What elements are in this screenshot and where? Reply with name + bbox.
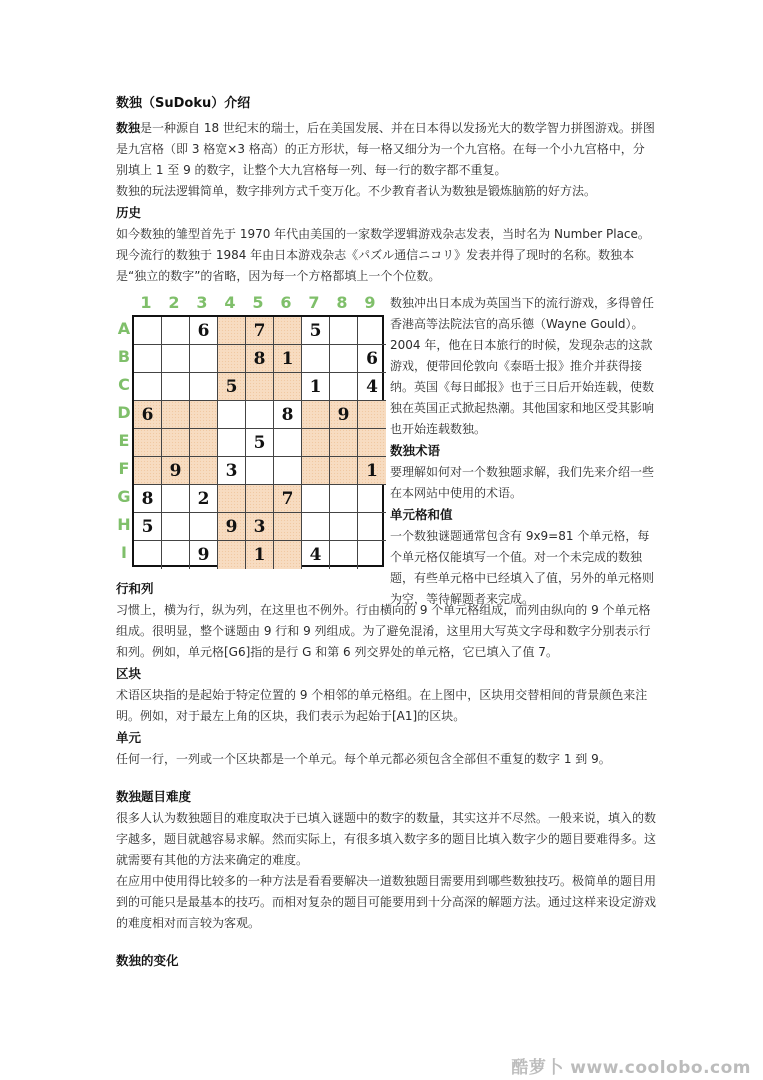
sudoku-cell-G4 (218, 485, 246, 513)
sudoku-cell-G9 (358, 485, 386, 513)
sudoku-cell-I9 (358, 541, 386, 569)
sudoku-cell-B1 (134, 345, 162, 373)
sudoku-cell-H5: 3 (246, 513, 274, 541)
terms-heading: 数独术语 (390, 443, 441, 458)
sudoku-grid (132, 315, 384, 567)
column-label-1: 1 (140, 293, 152, 312)
side-column (390, 293, 658, 610)
column-labels (132, 293, 384, 315)
row-labels (116, 315, 132, 567)
sudoku-cell-C8 (330, 373, 358, 401)
sudoku-cell-G7 (302, 485, 330, 513)
history-paragraph: 如今数独的雏型首先于 1970 年代由美国的一家数学逻辑游戏杂志发表，当时名为 Number Place。现今流行的数独于 1984 年由日本游戏杂志《パズル通信ニコリ》发表并得了现时的名称。数独本是“独立的数字”的省略，因为每一个方格都填上一个个位数。 (116, 227, 650, 283)
row-label-C: C (118, 375, 130, 394)
cells-values-paragraph: 一个数独谜题通常包含有 9x9=81 个单元格，每个单元格仅能填写一个值。对一个未完成的数独题，有些单元格中已经填入了值，另外的单元格则为空，等待解题者来完成。 (390, 529, 655, 606)
sudoku-cell-G3: 2 (190, 485, 218, 513)
difficulty-paragraph-2: 在应用中使用得比较多的一种方法是看看要解决一道数独题目需要用到哪些数独技巧。极简单的题目用到的可能只是最基本的技巧。而相对复杂的题目可能要用到十分高深的解题方法。通过这样来设定游戏的难度相对而言较为客观。 (116, 874, 657, 930)
sudoku-cell-E2 (162, 429, 190, 457)
sudoku-cell-F7 (302, 457, 330, 485)
sudoku-cell-G1: 8 (134, 485, 162, 513)
sudoku-cell-I2 (162, 541, 190, 569)
sudoku-cell-A7: 5 (302, 317, 330, 345)
sudoku-cell-A3: 6 (190, 317, 218, 345)
units-heading: 单元 (116, 730, 142, 745)
sudoku-cell-B3 (190, 345, 218, 373)
sudoku-cell-E4 (218, 429, 246, 457)
column-label-2: 2 (168, 293, 180, 312)
row-label-D: D (117, 403, 131, 422)
intro-term: 数独 (116, 121, 141, 135)
sudoku-cell-A9 (358, 317, 386, 345)
sudoku-cell-F5 (246, 457, 274, 485)
row-label-A: A (117, 319, 131, 338)
sudoku-cell-G8 (330, 485, 358, 513)
sudoku-cell-E8 (330, 429, 358, 457)
sudoku-cell-G6: 7 (274, 485, 302, 513)
sudoku-cell-F2: 9 (162, 457, 190, 485)
sudoku-cell-H7 (302, 513, 330, 541)
sudoku-cell-D1: 6 (134, 401, 162, 429)
sudoku-cell-C3 (190, 373, 218, 401)
sudoku-cell-E3 (190, 429, 218, 457)
row-label-F: F (118, 459, 130, 478)
sudoku-cell-C1 (134, 373, 162, 401)
article (116, 92, 656, 972)
sudoku-cell-D5 (246, 401, 274, 429)
sudoku-cell-B5: 8 (246, 345, 274, 373)
column-label-5: 5 (252, 293, 264, 312)
sudoku-cell-B8 (330, 345, 358, 373)
sudoku-cell-G2 (162, 485, 190, 513)
sudoku-cell-D6: 8 (274, 401, 302, 429)
page-title: 数独（SuDoku）介绍 (116, 96, 251, 111)
sudoku-cell-C7: 1 (302, 373, 330, 401)
sudoku-cell-C6 (274, 373, 302, 401)
sudoku-cell-G5 (246, 485, 274, 513)
sudoku-cell-A6 (274, 317, 302, 345)
difficulty-heading: 数独题目难度 (116, 789, 192, 804)
blocks-heading: 区块 (116, 666, 142, 681)
sudoku-cell-F3 (190, 457, 218, 485)
sudoku-cell-H1: 5 (134, 513, 162, 541)
sudoku-cell-E6 (274, 429, 302, 457)
sudoku-cell-H9 (358, 513, 386, 541)
sudoku-cell-F9: 1 (358, 457, 386, 485)
sudoku-cell-C2 (162, 373, 190, 401)
row-label-B: B (117, 347, 131, 366)
row-label-H: H (117, 515, 131, 534)
sudoku-cell-E7 (302, 429, 330, 457)
column-label-7: 7 (308, 293, 320, 312)
sudoku-cell-D2 (162, 401, 190, 429)
sudoku-cell-I6 (274, 541, 302, 569)
history-heading: 历史 (116, 205, 142, 220)
blocks-paragraph: 术语区块指的是起始于特定位置的 9 个相邻的单元格组。在上图中，区块用交替相间的背景颜色来注明。例如，对于最左上角的区块，我们表示为起始于[A1]的区块。 (116, 688, 648, 723)
row-label-G: G (117, 487, 131, 506)
rows-cols-paragraph: 习惯上，横为行，纵为列，在这里也不例外。行由横向的 9 个单元格组成，而列由纵向的 9 个单元格组成。很明显，整个谜题由 9 行和 9 列组成。为了避免混淆，这里用大写英文字母和数字分别表示行和列。例如，单元格[G6]指的是行 G 和第 6 列交界处的单元格，它已填入了值 7。 (116, 603, 651, 659)
sudoku-cell-F4: 3 (218, 457, 246, 485)
watermark-brand: 酷萝卜 www.coolobo.com (511, 1058, 751, 1078)
sudoku-cell-H8 (330, 513, 358, 541)
sudoku-cell-H2 (162, 513, 190, 541)
sudoku-cell-C5 (246, 373, 274, 401)
sudoku-cell-A4 (218, 317, 246, 345)
sudoku-cell-A5: 7 (246, 317, 274, 345)
sudoku-cell-B6: 1 (274, 345, 302, 373)
column-label-6: 6 (280, 293, 292, 312)
sudoku-cell-F8 (330, 457, 358, 485)
cells-values-heading: 单元格和值 (390, 507, 453, 522)
row-label-I: I (121, 543, 127, 562)
sudoku-cell-I8 (330, 541, 358, 569)
sudoku-cell-D3 (190, 401, 218, 429)
sudoku-cell-E9 (358, 429, 386, 457)
intro-paragraph (116, 118, 656, 181)
terms-paragraph: 要理解如何对一个数独题求解，我们先来介绍一些在本网站中使用的术语。 (390, 465, 655, 500)
sudoku-cell-E5: 5 (246, 429, 274, 457)
sudoku-cell-A1 (134, 317, 162, 345)
sudoku-cell-I7: 4 (302, 541, 330, 569)
sudoku-cell-D7 (302, 401, 330, 429)
sudoku-cell-F1 (134, 457, 162, 485)
sudoku-cell-I1 (134, 541, 162, 569)
history-side-paragraph: 数独冲出日本成为英国当下的流行游戏，多得曾任香港高等法院法官的高乐德（Wayne Gould）。2004 年，他在日本旅行的时候，发现杂志的这款游戏，便带回伦敦向《泰晤士报》推介并获得接纳。英国《每日邮报》也于三日后开始连载，使数独在英国正式掀起热潮。其他国家和地区受其影响也开始连载数独。 (390, 296, 655, 436)
intro-text: 是一种源自 18 世纪末的瑞士，后在美国发展、并在日本得以发扬光大的数学智力拼图游戏。拼图是九宫格（即 3 格宽×3 格高）的正方形状，每一格又细分为一个九宫格。在每一个小九宫格中，分别填上 1 至 9 的数字，让整个大九宫格每一列、每一行的数字都不重复。 (116, 121, 655, 177)
sudoku-cell-A8 (330, 317, 358, 345)
sudoku-cell-B9: 6 (358, 345, 386, 373)
units-paragraph: 任何一行，一列或一个区块都是一个单元。每个单元都必须包含全部但不重复的数字 1 到 9。 (116, 752, 611, 766)
sudoku-cell-C9: 4 (358, 373, 386, 401)
sudoku-cell-I3: 9 (190, 541, 218, 569)
sudoku-cell-F6 (274, 457, 302, 485)
column-label-3: 3 (196, 293, 208, 312)
sudoku-cell-D8: 9 (330, 401, 358, 429)
sudoku-cell-D4 (218, 401, 246, 429)
sudoku-cell-B7 (302, 345, 330, 373)
column-label-4: 4 (224, 293, 236, 312)
sudoku-cell-I4 (218, 541, 246, 569)
sudoku-cell-D9 (358, 401, 386, 429)
sudoku-cell-H6 (274, 513, 302, 541)
sudoku-figure (116, 293, 384, 575)
column-label-8: 8 (336, 293, 348, 312)
variations-heading: 数独的变化 (116, 953, 179, 968)
sudoku-cell-A2 (162, 317, 190, 345)
intro-paragraph-2: 数独的玩法逻辑简单，数字排列方式千变万化。不少教育者认为数独是锻炼脑筋的好方法。 (116, 184, 597, 198)
sudoku-cell-I5: 1 (246, 541, 274, 569)
sudoku-cell-B4 (218, 345, 246, 373)
sudoku-cell-E1 (134, 429, 162, 457)
sudoku-cell-H3 (190, 513, 218, 541)
row-label-E: E (118, 431, 130, 450)
difficulty-paragraph-1: 很多人认为数独题目的难度取决于已填入谜题中的数字的数量，其实这并不尽然。一般来说，填入的数字越多，题目就越容易求解。然而实际上，有很多填入数字多的题目比填入数字少的题目要难得多。这就需要有其他的方法来确定的难度。 (116, 811, 657, 867)
sudoku-cell-B2 (162, 345, 190, 373)
sudoku-cell-C4: 5 (218, 373, 246, 401)
column-label-9: 9 (364, 293, 376, 312)
sudoku-cell-H4: 9 (218, 513, 246, 541)
rows-cols-heading: 行和列 (116, 581, 154, 596)
